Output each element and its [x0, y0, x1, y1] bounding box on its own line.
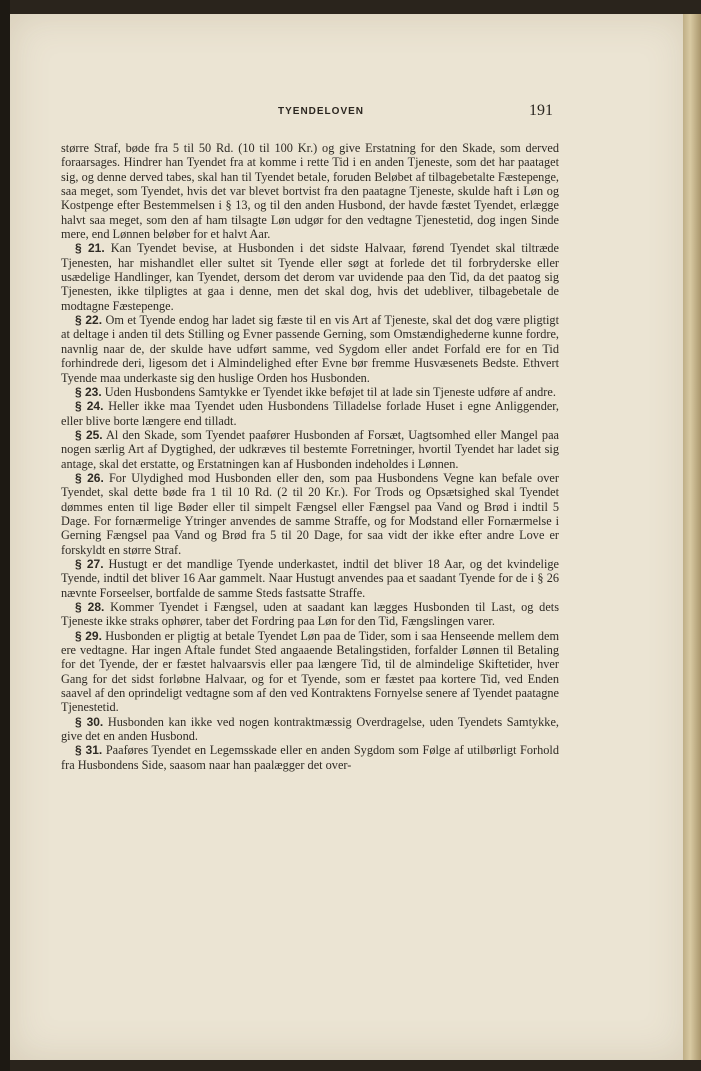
running-head: TYENDELOVEN: [278, 106, 365, 117]
section-label: § 26.: [75, 470, 104, 485]
section-label: § 21.: [75, 241, 105, 256]
section-28: [61, 600, 559, 629]
page-body: [61, 141, 559, 772]
section-text: Kan Tyendet bevise, at Husbonden i det sidste Halvaar, førend Tyendet skal tiltræde Tjenesten, har mishandlet eller sultet sit Tyende eller søgt at forlede det til forbryderske eller usædelige Handlinger, kan Tyendet, dersom det derom var uvidende paa den Tid, da det paatog sig Tjenesten, ikke tilpligtes at gaa i denne, men det skal dog, hvis det udebliver, tilbagebetale de modtagne Fæstepenge.: [61, 241, 560, 313]
section-label: § 30.: [75, 714, 104, 729]
paragraph-text: større Straf, bøde fra 5 til 50 Rd. (10 til 100 Kr.) og give Erstatning for den Skade, som derved foraarsages. Hindrer han Tyendet fra at komme i rette Tid i en anden Tjeneste, som det har paataget sig, og denne derved tabes, skal han til Tyendet betale, foruden Beløbet af tilbagebetalte Fæstepenge, saa meget, som Tyendet, hvis det var blevet bortvist fra den paatagne Tjeneste, skulde haft i Løn og Kostpenge efter Bestemmelsen i § 13, og til den anden Husbond, der havde fæstet Tyendet, erlægge halvt saa meget, som den af ham tilsagte Løn udgør for den vedtagne Tjenestetid, dog ingen Sinde mere, end Lønnen beløber for et halvt Aar.: [61, 141, 559, 242]
section-label: § 28.: [75, 600, 105, 614]
section-30: [61, 715, 559, 744]
section-text: Paaføres Tyendet en Legemsskade eller en anden Sygdom som Følge af utilbørligt Forhold fra Husbondens Side, saasom naar han paalægger det over-: [61, 743, 559, 772]
section-21: [61, 241, 559, 313]
paragraph: [61, 141, 559, 241]
section-label: § 24.: [75, 399, 104, 414]
section-29: [61, 629, 559, 715]
section-22: [61, 313, 559, 385]
section-label: § 25.: [75, 427, 103, 442]
book-page: [10, 14, 688, 1060]
section-label: § 23.: [75, 384, 102, 399]
section-24: [61, 399, 559, 428]
page-header: [10, 102, 688, 126]
section-25: [61, 428, 559, 471]
section-text: Om et Tyende endog har ladet sig fæste til en vis Art af Tjeneste, skal det dog være pligtigt at deltage i anden til dets Stilling og Evner passende Gerning, som Omstændighederne kunne fordre, navnlig naar de, der skulde have udført samme, ved Sygdom eller andet Forfald ere for en Tid forhindrede deri, ligesom det i Almindelighed efter Evne bør fremme Husvæsenets Bedste. Ethvert Tyende maa underkaste sig den huslige Orden hos Husbonden.: [61, 313, 559, 385]
section-text: Uden Husbondens Samtykke er Tyendet ikke beføjet til at lade sin Tjeneste udføre af andre.: [104, 384, 556, 399]
book-spine-edge: [683, 14, 701, 1060]
section-27: [61, 557, 559, 600]
section-text: Kommer Tyendet i Fængsel, uden at saadant kan lægges Husbonden til Last, og dets Tjeneste ikke straks ophører, taber det Fordring paa Løn for den Tid, Fængslingen varer.: [61, 600, 559, 629]
section-text: For Ulydighed mod Husbonden eller den, som paa Husbondens Vegne kan befale over Tyendet, skal dette bøde fra 1 til 10 Rd. (2 til 20 Kr.). For Trods og Opsætsighed skal Tyendet dømmes enten til lige Bøder eller til simpelt Fængsel eller Fængsel paa Vand og Brød i indtil 5 Dage. For fornærmelige Ytringer anvendes de samme Straffe, og for Modstand eller Fornærmelse i Gerning Fængsel paa Vand og Brød fra 5 til 20 Dage, for saa vidt der ikke efter andre Love er forskyldt en større Straf.: [61, 470, 559, 557]
section-text: Hustugt er det mandlige Tyende underkastet, indtil det bliver 18 Aar, og det kvindelige Tyende, indtil det bliver 16 Aar gammelt. Naar Hustugt anvendes paa et saadant Tyende for de i § 26 nævnte Forseelser, bortfalde de samme Steds fastsatte Straffe.: [61, 556, 559, 600]
section-label: § 27.: [75, 556, 104, 571]
section-text: Heller ikke maa Tyendet uden Husbondens Tilladelse forlade Huset i egne Anliggender, eller blive borte længere end tilladt.: [61, 399, 559, 428]
section-label: § 29.: [75, 628, 102, 643]
section-label: § 31.: [75, 743, 103, 758]
section-31: [61, 743, 559, 772]
page-number: 191: [529, 102, 553, 119]
section-text: Husbonden kan ikke ved nogen kontraktmæssig Overdragelse, uden Tyendets Samtykke, give det en anden Husbond.: [61, 714, 559, 744]
section-text: Husbonden er pligtig at betale Tyendet Løn paa de Tider, som i saa Henseende mellem dem ere vedtagne. Har ingen Aftale fundet Sted angaaende Betalingstiden, forfalder Lønnen til Betaling for det Tyende, der er fæstet halvaarsvis eller paa længere Tid, til de almindelige Skiftetider, hver Gang for det sidst forløbne Halvaar, og for et Tyende, som er fæstet paa kortere Tid, ved Enden saavel af den oprindeligt vedtagne som af den ved Kontraktens Fornyelse senere af Tyendet paatagne Tjenestetid.: [61, 628, 560, 715]
section-text: Al den Skade, som Tyendet paafører Husbonden af Forsæt, Uagtsomhed eller Mangel paa nogen særlig Art af Dygtighed, der udkræves til bestemte Forretninger, hvortil Tyendet har ladet sig antage, skal det erstatte, og Erstatningen kan af Husbonden indeholdes i Lønnen.: [61, 427, 559, 471]
scan-left-edge: [0, 0, 10, 1071]
section-26: [61, 471, 559, 557]
section-23: [61, 385, 559, 399]
section-label: § 22.: [75, 313, 103, 328]
